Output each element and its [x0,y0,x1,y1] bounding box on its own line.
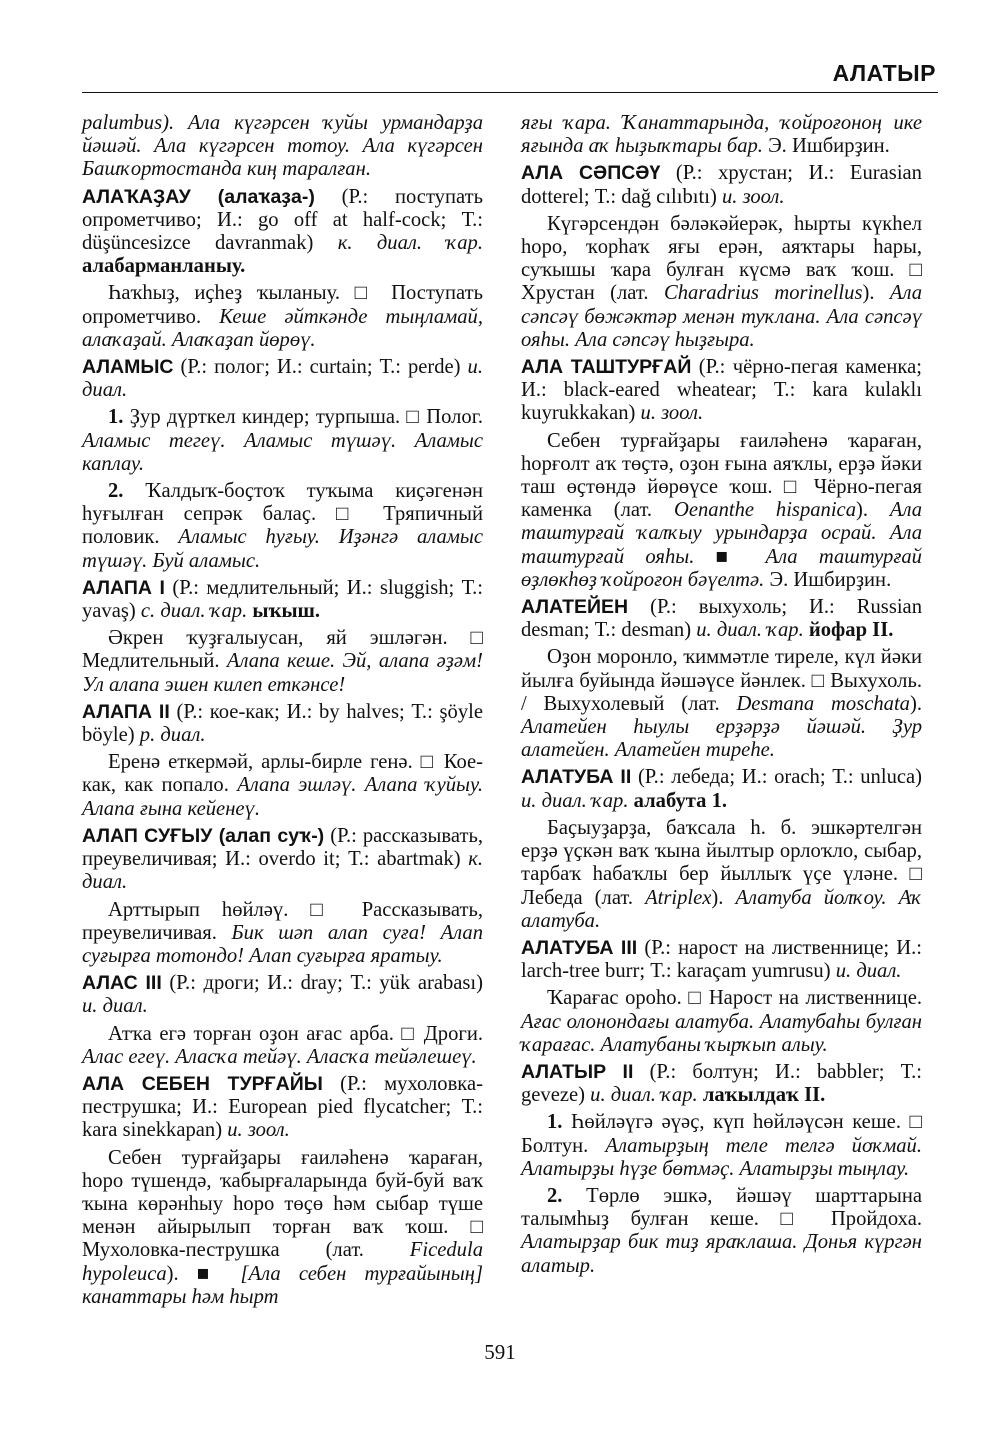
definition: Атҡа егә торған оҙон ағас арба. □ Дроги. Алас егеү. Аласҡа тейәү. Аласҡа тейәлешеү. [82,1022,483,1068]
headword: АЛАПА I [82,576,165,599]
definition: Баҫыуҙарҙа, баҡсала һ. б. эшкәртелгән ерҙә үҫкән ваҡ ҡына йылтыр орлоҡло, сыбар, тарбаҡ һабаҡлы бер йыллыҡ үҫе үләне. □ Лебеда (лат. Atriplex). Алатуба йолҡоу. Аҡ алатуба. [521,816,923,932]
definition: Күгәрсендән бәләкәйерәк, һырты күкһел һоро, ҡорһаҡ яғы ерән, аяҡтары һары, суҡышы ҡара булған күсмә ваҡ ҡош. □ Хрустан (лат. Charadrius morinellus). Ала сәпсәү бөжәктәр менән туҡлана. Ала сәпсәү ояһы. Ала сәпсәү һыҙғыра. [521,212,923,351]
running-head-title: АЛАТЫР [832,60,936,86]
entry-continuation: яғы ҡара. Ҡанаттарында, ҡойроғоноң ике яғында аҡ һыҙыҡтары бар. Э. Ишбирҙин. [521,112,922,158]
headword: АЛА СӘПСӘҮ [521,162,661,185]
definition: 2. Ҡалдыҡ-боҫтоҡ туҡыма киҫәгенән һуғылған сепрәк балаҫ. □ Тряпичный половик. Аламыс һуғыу. Иҙәнгә аламыс түшәү. Буй аламыс. [82,480,483,572]
headword: АЛАТУБА III [521,936,638,959]
definition: 2. Төрлө эшкә, йәшәү шарттарына талымһыҙ булған кеше. □ Пройдоха. Алатырҙар бик тиҙ яраҡлаша. Донья күргән алатыр. [521,1184,922,1277]
entry-alatuba-2: АЛАТУБА II (Р.: лебеда; И.: orach; Т.: unluca) и. диал. ҡар. алабута 1. [521,766,922,812]
entry-alatyr-2: АЛАТЫР II (Р.: болтун; И.: babbler; Т.: geveze) и. диал. ҡар. лаҡылдаҡ II. [521,1060,922,1107]
headword: АЛАМЫС [82,356,174,379]
entry-alateyen: АЛАТЕЙЕН (Р.: выхухоль; И.: Russian desman; Т.: desman) и. диал. ҡар. йофар II. [521,596,922,642]
headword: АЛА ТАШТУРҒАЙ [521,356,692,379]
headword: АЛАПА II [82,700,170,723]
definition: 1. Һөйләүгә әүәҫ, күп һөйләүсән кеше. □ Болтун. Алатырҙың теле телгә йоҡмай. Алатырҙы һүҙе бөтмәҫ. Алатырҙы тыңлау. [521,1111,922,1180]
headword: АЛАТУБА II [521,766,632,789]
entry-alamys: АЛАМЫС (Р.: полог; И.: curtain; Т.: perde) и. диал. [82,356,483,402]
headword: АЛАП СУҒЫУ (алап суҡ-) [82,824,325,847]
right-column [521,112,922,1282]
definition: Еренә еткермәй, арлы-бирле генә. □ Кое-как, как попало. Алапа эшләү. Алапа ҡуйыу. Алапа ғына кейенеү. [82,751,483,820]
definition: Оҙон моронло, ҡиммәтле тиреле, күл йәки йылға буйында йәшәүсе йәнлек. □ Выхухоль. / Выхухолевый (лат. Desmana moschata). Алатейен һыулы ерҙәрҙә йәшәй. Ҙур алатейен. Алатейен тиреһе. [521,646,922,762]
headword: АЛАС III [82,972,162,995]
entry-ala-sepsau: АЛА СӘПСӘҮ (Р.: хрустан; И.: Eurasian dotterel; Т.: dağ cılıbıtı) и. зоол. [521,162,922,208]
definition: Себен турғайҙары ғаиләһенә ҡараған, һорғолт аҡ төҫтә, оҙон ғына аяҡлы, ерҙә йәки таш өҫтөндә йөрөүсе ҡош. □ Чёрно-пегая каменка (лат. Oenanthe hispanica). Ала таштурғай ҡалҡыу урындарҙа осрай. Ала таштурғай ояһы. ■ Ала таштурғай өҙлөкһөҙ ҡойроғон бәүелтә. Э. Ишбирҙин. [521,429,922,591]
page-number: 591 [484,1340,516,1364]
definition: Әкрен ҡуҙғалыусан, яй эшләгән. □ Медлительный. Алапа кеше. Эй, алапа әҙәм! Ул алапа эшен килеп еткәнсе! [82,627,483,696]
entry-ala-tashturgay: АЛА ТАШТУРҒАЙ (Р.: чёрно-пегая каменка; И.: black-eared wheatear; Т.: kara kulaklı kuyrukkakan) и. зоол. [521,356,922,425]
entry-continuation: palumbus). Ала күгәрсен ҡуйы урмандарҙа йәшәй. Ала күгәрсен тотоу. Ала күгәрсен Башҡортостанда киң таралған. [82,112,483,181]
headword: АЛАТЫР II [521,1060,634,1083]
definition: 1. Ҙур дүрткел киндер; турпыша. □ Полог. Аламыс тегеү. Аламыс түшәү. Аламыс каплау. [82,406,483,475]
running-header [82,58,938,93]
entry-alap-sugyu: АЛАП СУҒЫУ (алап суҡ-) (Р.: рассказывать, преувеличивая; И.: overdo it; Т.: abartmak) к. диал. [82,824,483,894]
entry-alas-3: АЛАС III (Р.: дроги; И.: dray; Т.: yük arabası) и. диал. [82,972,483,1018]
definition: Себен турғайҙары ғаиләһенә ҡараған, һоро түшендә, ҡабырғаларында буй-буй ваҡ ҡына көрәнһыу һоро төҫө һәм сыбар түше менән айырылып торған ваҡ ҡош. □ Мухоловка-пеструшка (лат. Ficedula hypoleuca). ■ [Ала себен турғайының] канаттары һәм һырт [82,1146,483,1308]
entry-alapa-2: АЛАПА II (Р.: кое-как; И.: by halves; Т.: şöyle böyle) р. диал. [82,700,483,747]
entry-alatuba-3: АЛАТУБА III (Р.: нарост на лиственнице; И.: larch-tree burr; Т.: karaçam yumrusu) и. диал. [521,936,922,983]
headword: АЛА СЕБЕН ТУРҒАЙЫ [82,1072,323,1095]
entry-alakadau: АЛАҠАҘАУ (алаҡаҙа-) (Р.: поступать опрометчиво; И.: go off at half-cock; Т.: düşüncesizce davranmak) к. диал. ҡар. алабарманланыу. [82,185,483,278]
left-column [82,112,483,1313]
headword: АЛАҠАҘАУ (алаҡаҙа-) [82,185,315,208]
headword: АЛАТЕЙЕН [521,596,629,619]
entry-alapa-1: АЛАПА I (Р.: медлительный; И.: sluggish; Т.: yavaş) с. диал. ҡар. ыҡыш. [82,576,483,623]
definition: Һаҡһыҙ, иҫһеҙ ҡыланыу. □ Поступать опрометчиво. Кеше әйткәнде тыңламай, алаҡаҙай. Алаҡаҙап йөрөү. [82,282,483,351]
definition: Ҡарағас ороһо. □ Нарост на лиственнице. Ағас олонондағы алатуба. Алатубаһы булған ҡарағас. Алатубаны ҡырҡып алыу. [521,987,922,1056]
entry-ala-seben-turgayy: АЛА СЕБЕН ТУРҒАЙЫ (Р.: мухоловка-пеструшка; И.: European pied flycatcher; Т.: kara sinekkapan) и. зоол. [82,1072,484,1142]
definition: Арттырып һөйләү. □ Рассказывать, преувеличивая. Бик шәп алап суға! Алап суғырға тотондо! Алап суғырға яратыу. [82,898,483,967]
